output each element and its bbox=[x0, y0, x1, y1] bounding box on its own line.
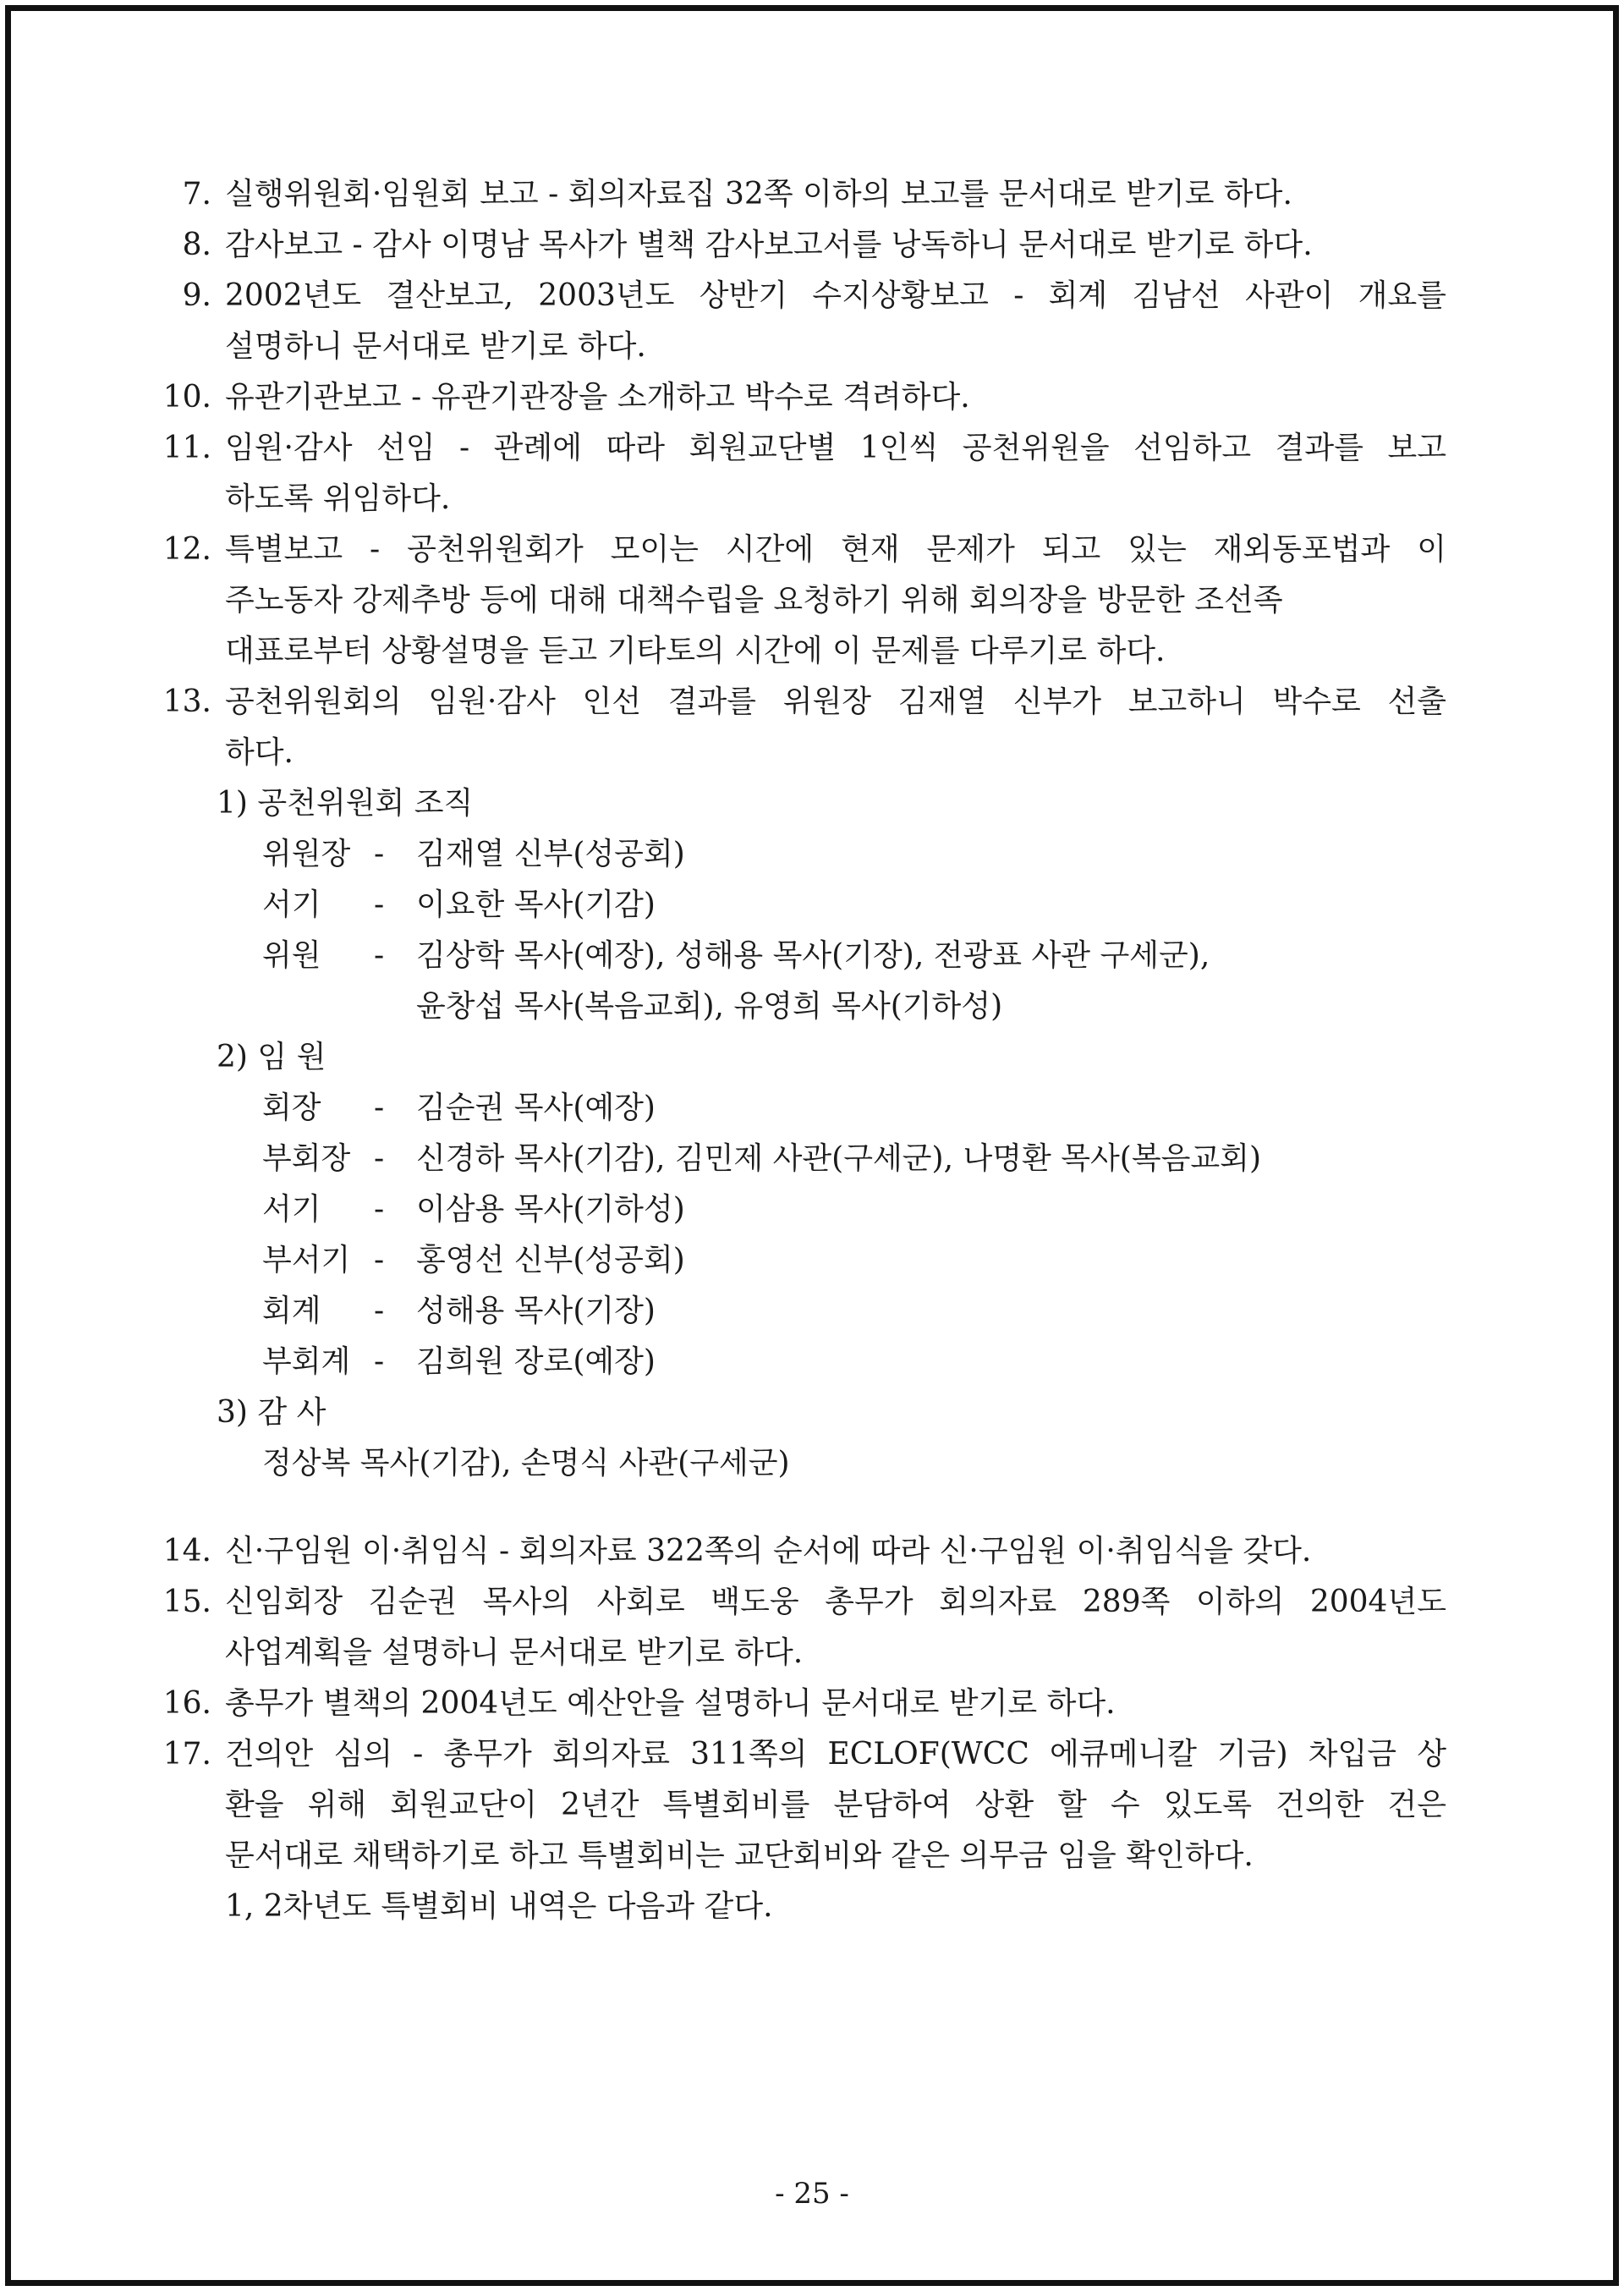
item-number: 14. bbox=[162, 1534, 211, 1569]
officer-name: 홍영선 신부(성공회) bbox=[416, 1243, 685, 1277]
officer-name: 김재열 신부(성공회) bbox=[416, 837, 685, 871]
item-text: 대표로부터 상황설명을 듣고 기타토의 시간에 이 문제를 다루기로 하다. bbox=[225, 634, 1166, 668]
item-number: 13. bbox=[162, 684, 211, 719]
item-number: 10. bbox=[162, 380, 211, 415]
item-text: 환을 위해 회원교단이 2년간 특별회비를 분담하여 상환 할 수 있도록 건의한 건은 bbox=[225, 1788, 1446, 1822]
item-text: 1, 2차년도 특별회비 내역은 다음과 같다. bbox=[225, 1889, 773, 1924]
item-text: 감사보고 - 감사 이명남 목사가 별책 감사보고서를 낭독하니 문서대로 받기로 하다. bbox=[225, 228, 1313, 262]
officer-row bbox=[152, 1134, 1446, 1184]
officer-role: 부회계 bbox=[262, 1344, 351, 1379]
officer-role: 부회장 bbox=[262, 1141, 351, 1176]
list-item bbox=[152, 677, 1446, 778]
officer-name: 김상학 목사(예장), 성해용 목사(기장), 전광표 사관 구세군), bbox=[416, 938, 1210, 973]
officer-name: 김희원 장로(예장) bbox=[416, 1344, 656, 1379]
separator-dash: - bbox=[374, 837, 385, 871]
separator-dash: - bbox=[374, 1141, 385, 1176]
section-officers bbox=[152, 1032, 1446, 1387]
officer-role: 위원장 bbox=[262, 837, 351, 871]
item-number: 12. bbox=[162, 532, 211, 567]
item-text: 하도록 위임하다. bbox=[225, 481, 451, 516]
item-text: 2002년도 결산보고, 2003년도 상반기 수지상황보고 - 회계 김남선 사관이 개요를 bbox=[225, 278, 1446, 313]
page-number: - 25 - bbox=[775, 2177, 849, 2211]
item-number: 16. bbox=[162, 1686, 211, 1721]
item-text: 설명하니 문서대로 받기로 하다. bbox=[225, 329, 646, 364]
list-item bbox=[152, 220, 1446, 271]
separator-dash: - bbox=[374, 1192, 385, 1227]
officer-name: 이삼용 목사(기하성) bbox=[416, 1192, 685, 1227]
officer-role: 서기 bbox=[262, 1192, 321, 1227]
officer-role: 서기 bbox=[262, 887, 321, 922]
list-item bbox=[152, 1526, 1446, 1577]
item-number: 15. bbox=[162, 1585, 211, 1619]
list-item bbox=[152, 1678, 1446, 1729]
officer-row bbox=[152, 1083, 1446, 1134]
item-text: 신임회장 김순권 목사의 사회로 백도웅 총무가 회의자료 289쪽 이하의 2004년도 bbox=[225, 1585, 1446, 1619]
item-text: 신·구임원 이·취임식 - 회의자료 322쪽의 순서에 따라 신·구임원 이·취임식을 갖다. bbox=[225, 1534, 1312, 1569]
item-number: 11. bbox=[162, 431, 211, 465]
item-text: 주노동자 강제추방 등에 대해 대책수립을 요청하기 위해 회의장을 방문한 조선족 bbox=[225, 583, 1283, 618]
officer-row bbox=[152, 829, 1446, 880]
officer-row bbox=[152, 1286, 1446, 1337]
document-body bbox=[152, 169, 1446, 1932]
section-heading: 3) 감 사 bbox=[217, 1395, 326, 1430]
officer-name: 김순권 목사(예장) bbox=[416, 1091, 656, 1125]
separator-dash: - bbox=[374, 1243, 385, 1277]
item-text: 특별보고 - 공천위원회가 모이는 시간에 현재 문제가 되고 있는 재외동포법과 이 bbox=[225, 532, 1446, 567]
member-continuation: 윤창섭 목사(복음교회), 유영희 목사(기하성) bbox=[416, 989, 1003, 1024]
officer-name: 성해용 목사(기장) bbox=[416, 1294, 656, 1328]
section-auditors bbox=[152, 1387, 1446, 1489]
officer-row bbox=[152, 1235, 1446, 1286]
item-number: 8. bbox=[182, 228, 211, 262]
item-text: 문서대로 채택하기로 하고 특별회비는 교단회비와 같은 의무금 임을 확인하다. bbox=[225, 1838, 1254, 1873]
officer-role: 위원 bbox=[262, 938, 321, 973]
list-item bbox=[152, 271, 1446, 372]
item-text: 사업계획을 설명하니 문서대로 받기로 하다. bbox=[225, 1635, 804, 1670]
officer-name: 신경하 목사(기감), 김민제 사관(구세군), 나명환 목사(복음교회) bbox=[416, 1141, 1261, 1176]
list-item bbox=[152, 1577, 1446, 1678]
separator-dash: - bbox=[374, 938, 385, 973]
officer-role: 회장 bbox=[262, 1091, 321, 1125]
separator-dash: - bbox=[374, 1294, 385, 1328]
item-text: 건의안 심의 - 총무가 회의자료 311쪽의 ECLOF(WCC 에큐메니칼 기금) 차입금 상 bbox=[225, 1737, 1446, 1772]
item-text: 임원·감사 선임 - 관례에 따라 회원교단별 1인씩 공천위원을 선임하고 결과를 보고 bbox=[225, 431, 1446, 465]
item-number: 17. bbox=[162, 1737, 211, 1772]
list-item bbox=[152, 169, 1446, 220]
item-number: 9. bbox=[182, 278, 211, 313]
item-number: 7. bbox=[182, 177, 211, 212]
list-item bbox=[152, 372, 1446, 423]
section-heading: 2) 임 원 bbox=[217, 1040, 326, 1074]
item-text: 하다. bbox=[225, 735, 294, 770]
item-text: 총무가 별책의 2004년도 예산안을 설명하니 문서대로 받기로 하다. bbox=[225, 1686, 1116, 1721]
section-committee bbox=[152, 778, 1446, 1032]
officer-row bbox=[152, 1184, 1446, 1235]
officer-role: 회계 bbox=[262, 1294, 321, 1328]
auditor-list: 정상복 목사(기감), 손명식 사관(구세군) bbox=[262, 1446, 790, 1481]
list-item bbox=[152, 1729, 1446, 1932]
item-text: 실행위원회·임원회 보고 - 회의자료집 32쪽 이하의 보고를 문서대로 받기로 하다. bbox=[225, 177, 1292, 212]
separator-dash: - bbox=[374, 1344, 385, 1379]
list-item bbox=[152, 525, 1446, 677]
section-heading: 1) 공천위원회 조직 bbox=[217, 786, 474, 821]
list-item bbox=[152, 423, 1446, 525]
officer-row bbox=[152, 1337, 1446, 1387]
officer-row bbox=[152, 880, 1446, 931]
item-text: 공천위원회의 임원·감사 인선 결과를 위원장 김재열 신부가 보고하니 박수로 선출 bbox=[225, 684, 1446, 719]
minutes-items-bottom bbox=[152, 1526, 1446, 1932]
separator-dash: - bbox=[374, 1091, 385, 1125]
separator-dash: - bbox=[374, 887, 385, 922]
officer-name: 이요한 목사(기감) bbox=[416, 887, 656, 922]
minutes-items-top bbox=[152, 169, 1446, 778]
item-text: 유관기관보고 - 유관기관장을 소개하고 박수로 격려하다. bbox=[225, 380, 970, 415]
officer-row bbox=[152, 931, 1446, 981]
officer-role: 부서기 bbox=[262, 1243, 351, 1277]
